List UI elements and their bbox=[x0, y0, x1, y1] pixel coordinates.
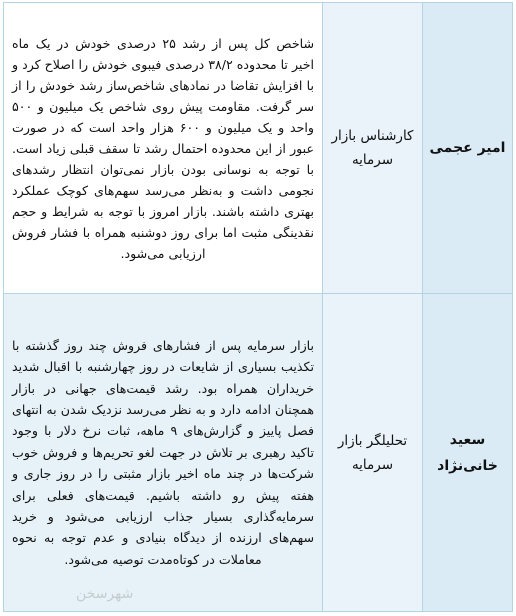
analysis-text-cell bbox=[4, 294, 322, 611]
analyst-name-cell bbox=[422, 294, 512, 611]
analyst-name-cell bbox=[422, 3, 512, 293]
analyst-role-cell bbox=[322, 3, 422, 293]
analysts-table bbox=[3, 2, 513, 612]
table-row bbox=[4, 3, 512, 294]
analysis-text: شاخص کل پس از رشد ۲۵ درصدی خودش در یک ماه اخیر تا محدوده ۳۸/۲ درصدی فیبوی خودش را اصلاح کرد و با افزایش تقاضا در نمادهای شاخص‌ساز رشد خودش را از سر گرفت. مقاومت پیش روی شاخص یک میلیون و ۵۰۰ واحد و یک میلیون و ۶۰۰ هزار واحد است که در صورت عبور از این محدوده احتمال رشد تا سقف قبلی زیاد است. با توجه به نوسانی بودن بازار نمی‌توان انتظار رشدهای نجومی داشت و به‌نظر می‌رسد سهم‌های کوچک عملکرد بهتری داشته باشند. بازار امروز با توجه به شرایط و حجم نقدینگی مثبت اما برای روز دوشنبه همراه با فشار فروش ارزیابی می‌شود. bbox=[12, 35, 314, 261]
table-row bbox=[4, 294, 512, 611]
analyst-name: سعید خانی‌نژاد bbox=[437, 431, 498, 474]
analyst-role-cell bbox=[322, 294, 422, 611]
watermark-text: شهرسخن bbox=[76, 586, 134, 602]
analyst-name: امیر عجمی bbox=[429, 140, 506, 156]
watermark-logo-icon bbox=[10, 579, 134, 605]
analysis-text: بازار سرمایه پس از فشارهای فروش چند روز گذشته با تکذیب بسیاری از شایعات در روز چهارشنبه با اقبال شدید خریداران همراه بود. رشد قیمت‌های جهانی در بازار همچنان ادامه دارد و به نظر می‌رسد نزدیک شدن به انتهای فصل پاییز و گزارش‌های ۹ ماهه، ثبات نرخ دلار با وجود تاکید رهبری بر تلاش در جهت لغو تحریم‌ها و فروش خوب شرکت‌ها در چند ماه اخیر بازار مثبتی را در روز جاری و هفته پیش رو داشته باشیم. قیمت‌های فعلی برای سرمایه‌گذاری بسیار جذاب ارزیابی می‌شود و خرید سهم‌های ارزنده از دیدگاه بنیادی و عدم توجه به نحوه معاملات در کوتاه‌مدت توصیه می‌شود. bbox=[12, 337, 315, 567]
analyst-role: تحلیلگر بازار سرمایه bbox=[337, 432, 408, 473]
analyst-role: کارشناس بازار سرمایه bbox=[331, 128, 414, 168]
analysis-text-cell bbox=[4, 3, 322, 293]
